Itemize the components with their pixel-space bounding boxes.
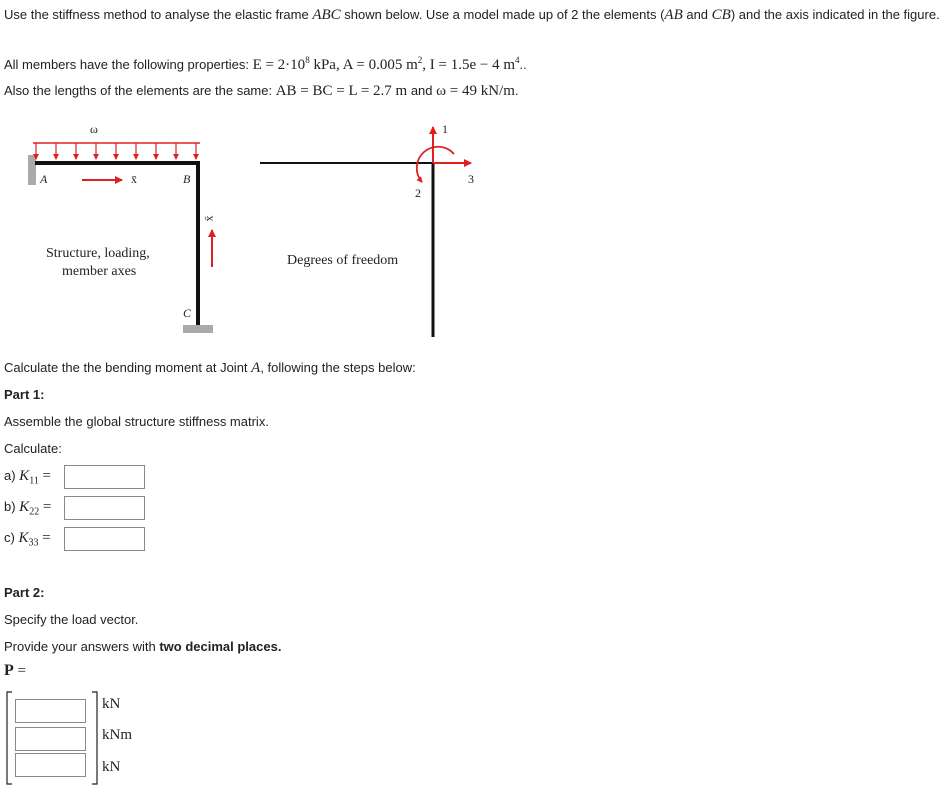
dof-label-3: 3 <box>468 172 474 186</box>
intro-text: and <box>682 7 712 22</box>
frame-name: ABC <box>312 7 341 23</box>
label-c: C <box>183 306 192 320</box>
lengths-text: and <box>407 83 437 98</box>
lengths-text: Also the lengths of the elements are the same: <box>4 83 276 98</box>
k22-label: b) $K_{22}$ = <box>4 499 52 518</box>
k22-input[interactable] <box>64 496 145 520</box>
instruction-line <box>4 360 416 377</box>
p-vector-label: P = <box>4 662 26 679</box>
k11-label: a) $K_{11}$ = <box>4 468 51 487</box>
unit-p3: kN <box>102 759 121 775</box>
k33-label: c) $K_{33}$ = <box>4 530 51 549</box>
label-a: A <box>40 172 48 186</box>
unit-p2: kNm <box>102 727 132 743</box>
lengths-line <box>4 83 519 100</box>
dof-label-1: 1 <box>442 122 448 136</box>
properties-line <box>4 55 527 74</box>
element-ab: AB <box>664 7 683 23</box>
instruction-text: Calculate the the bending moment at Joint <box>4 360 252 375</box>
p2-input[interactable] <box>15 727 86 751</box>
intro-line-1 <box>4 7 940 24</box>
a-value: kPa, A = 0.005 $m^2$ <box>309 55 423 73</box>
intro-text: shown below. Use a model made up of 2 the elements ( <box>340 7 665 22</box>
element-cb: CB <box>711 7 731 23</box>
p3-input[interactable] <box>15 753 86 777</box>
i-value: , I = 1.5e − 4 $m^4$ <box>422 55 520 73</box>
load-value: ω = 49 kN/m <box>436 83 515 99</box>
decimals-emphasis: two decimal places. <box>159 639 282 654</box>
dof-label-2: 2 <box>415 186 421 200</box>
caption-dof: Degrees of freedom <box>287 253 399 268</box>
part2-description: Specify the load vector. <box>4 612 139 627</box>
k11-input[interactable] <box>64 465 145 489</box>
joint-a: A <box>251 360 261 376</box>
intro-text: Use the stiffness method to analyse the elastic frame <box>4 7 313 22</box>
caption-structure-line2: member axes <box>62 264 137 279</box>
frame-figure <box>0 110 947 455</box>
part1-description: Assemble the global structure stiffness matrix. <box>4 414 269 429</box>
x-bar-cb: x̄ <box>201 215 216 222</box>
wall-support-a <box>28 155 36 185</box>
length-value: AB = BC = L = 2.7 m <box>275 83 408 99</box>
properties-end: .. <box>519 57 527 72</box>
calculate-label: Calculate: <box>4 441 62 456</box>
base-support-c <box>183 325 213 333</box>
caption-structure-line1: Structure, loading, <box>46 246 150 261</box>
e-value: $E = 2\cdot 10^8$ <box>252 55 310 73</box>
dof-arrow-2 <box>417 147 454 182</box>
p1-input[interactable] <box>15 699 86 723</box>
lengths-end: . <box>514 83 519 98</box>
part1-title: Part 1: <box>4 387 45 402</box>
instruction-text: , following the steps below: <box>260 360 416 375</box>
decimals-note <box>4 639 281 654</box>
decimals-text: Provide your answers with <box>4 639 160 654</box>
label-b: B <box>183 172 191 186</box>
intro-text: ) and the axis indicated in the figure. <box>730 7 940 22</box>
x-bar-ab: x̄ <box>131 172 137 186</box>
omega-label: ω <box>90 122 98 136</box>
properties-text: All members have the following properties: <box>4 57 253 72</box>
k33-input[interactable] <box>64 527 145 551</box>
unit-p1: kN <box>102 696 121 712</box>
part2-title: Part 2: <box>4 585 45 600</box>
load-arrows <box>36 143 196 159</box>
